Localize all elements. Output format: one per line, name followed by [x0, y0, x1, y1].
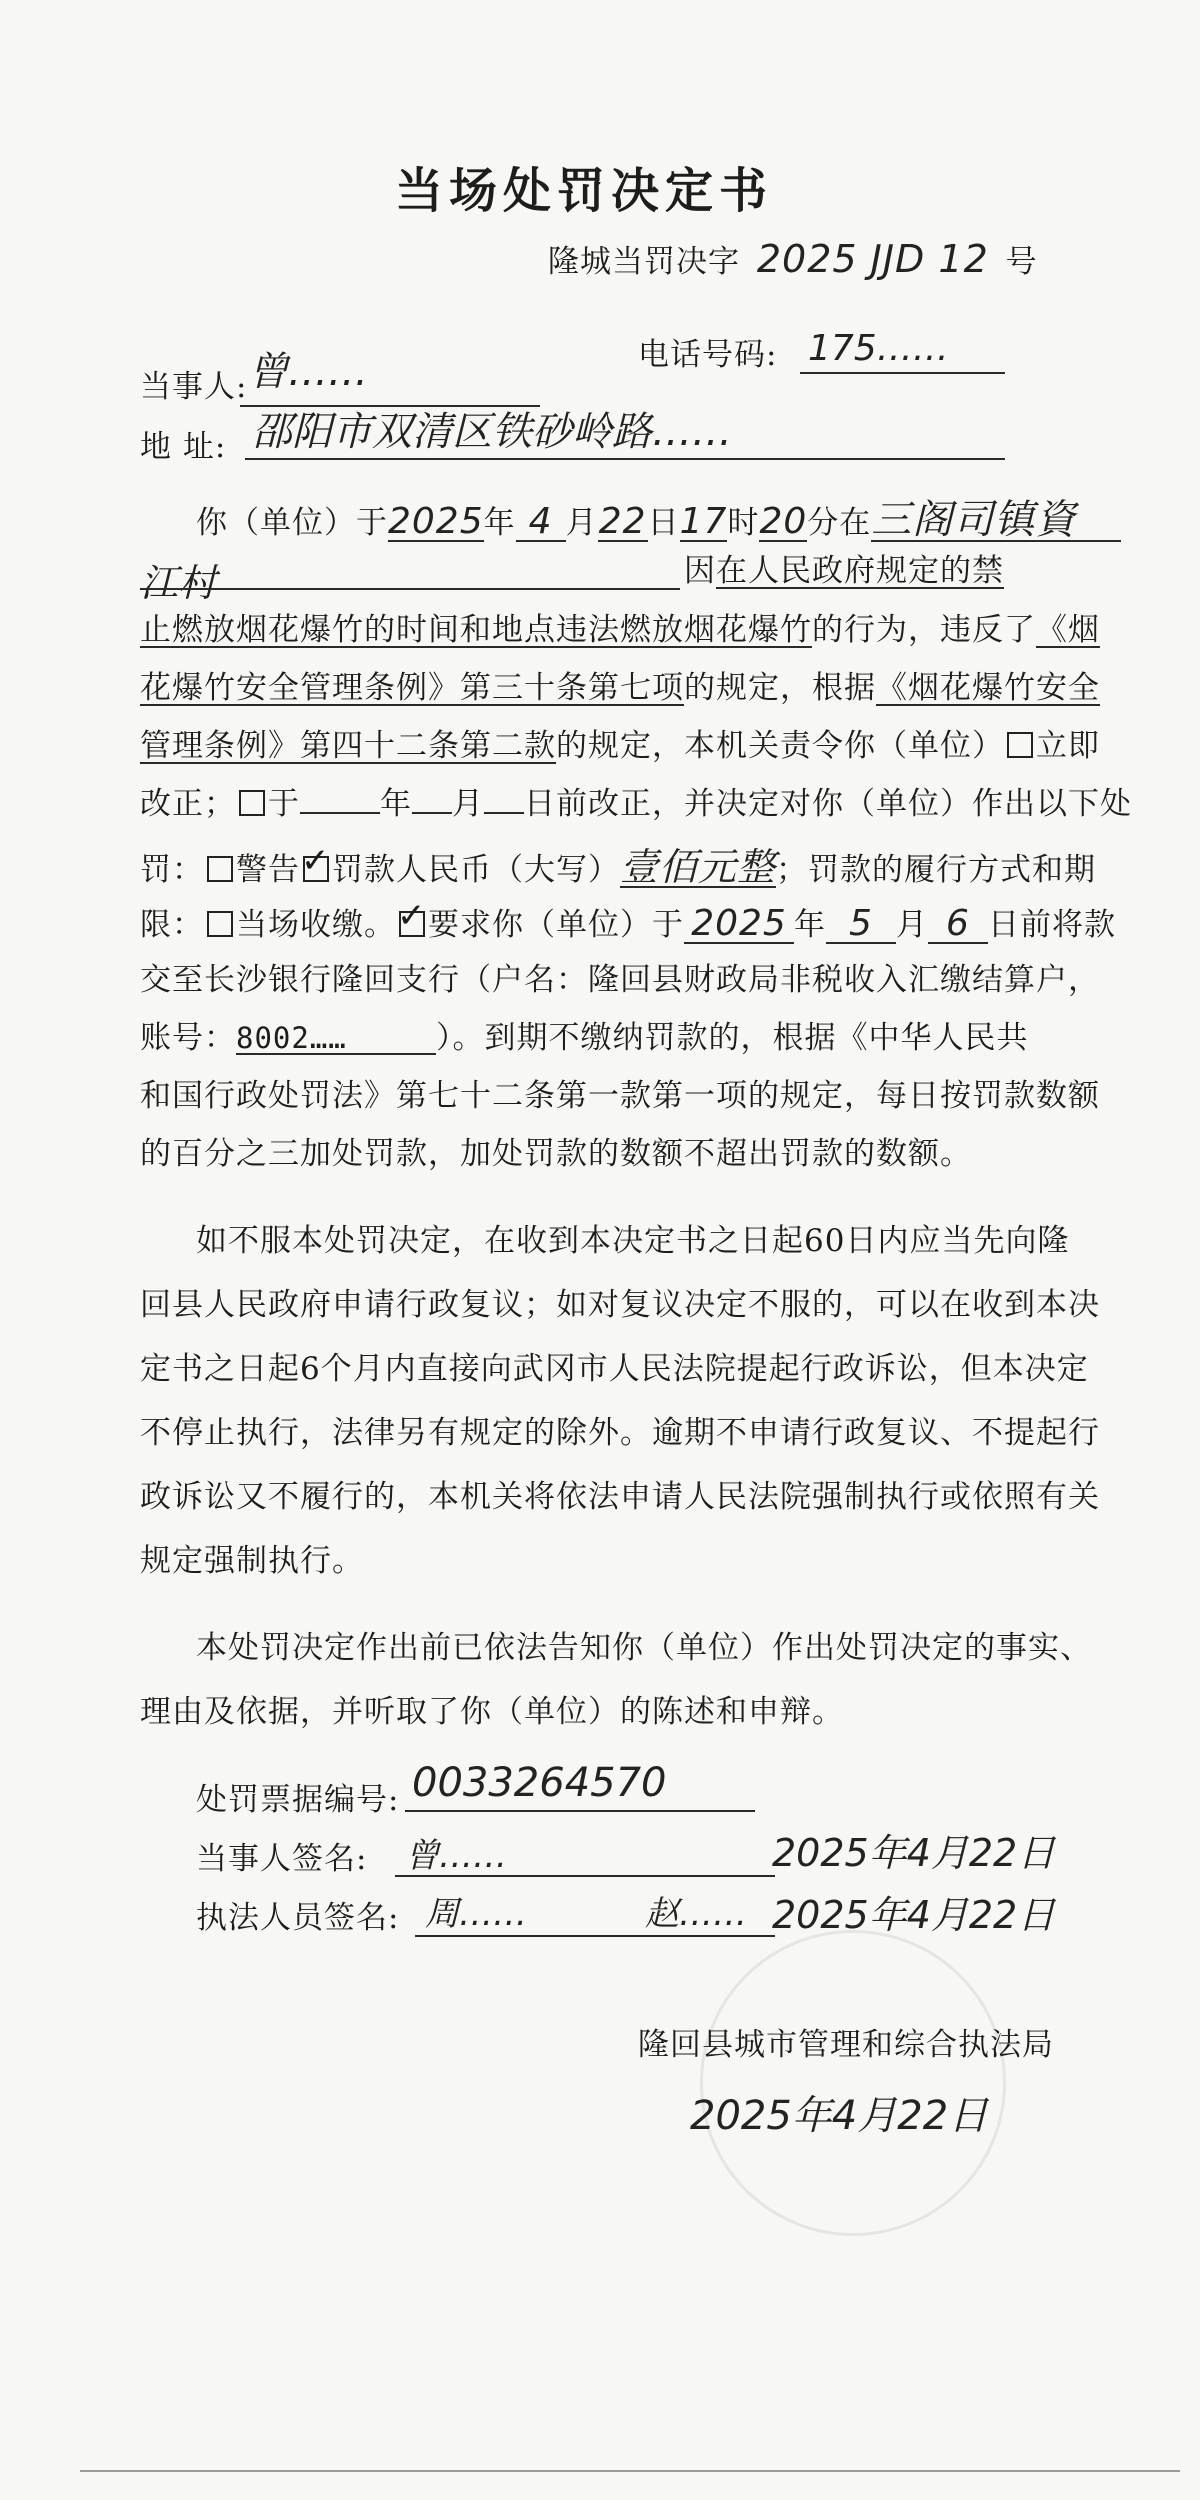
doc-number-suffix: 号 — [1005, 244, 1038, 280]
before-date-label: 于 — [268, 786, 300, 822]
official-seal — [700, 1930, 1006, 2236]
due-day: 6 — [928, 906, 988, 944]
incident-minute-unit: 分在 — [807, 505, 872, 541]
party-sign-date: 2025年4月22日 — [772, 1831, 1056, 1875]
due-year: 2025 — [684, 906, 794, 944]
appeal-line-1: 如不服本处罚决定，在收到本决定书之日起60日内应当先向隆 — [196, 1223, 1070, 1259]
incident-line-3 — [140, 612, 1100, 648]
incident-day: 22 — [598, 501, 647, 542]
fine-method-text: ；罚款的履行方式和期 — [776, 852, 1097, 888]
notice-line-2: 理由及依据，并听取了你（单位）的陈述和申辩。 — [140, 1694, 844, 1730]
because-text: 因 — [684, 553, 716, 589]
law-part-2: 花爆竹安全管理条例》第三十条第七项 — [140, 670, 684, 706]
officer-sign-label: 执法人员签名: — [196, 1900, 400, 1936]
penalty-line-8 — [140, 896, 1116, 944]
doc-number-prefix: 隆城当罚决字 — [548, 244, 740, 280]
incident-month: 4 — [516, 504, 566, 542]
account-label: 账号： — [140, 1020, 236, 1056]
account-line — [140, 1020, 1029, 1056]
basis-text: 的规定，根据 — [684, 670, 876, 706]
phone-value: 175…… — [808, 328, 949, 369]
reason-part-2: 止燃放烟花爆竹的时间和地点违法燃放烟花爆竹 — [140, 612, 812, 648]
officer-signature-2: 赵…… — [645, 1894, 747, 1934]
due-day-text: 日前将款 — [988, 907, 1116, 943]
address-value: 邵阳市双清区铁砂岭路…… — [252, 409, 732, 455]
require-label: 要求你（单位）于 — [428, 907, 684, 943]
phone-label: 电话号码: — [638, 337, 778, 373]
receipt-label: 处罚票据编号: — [196, 1782, 400, 1818]
appeal-line-4: 不停止执行，法律另有规定的除外。逾期不申请行政复议、不提起行 — [140, 1415, 1100, 1451]
incident-place-cont: 江村 — [140, 561, 217, 605]
order-text: 的规定，本机关责令你（单位） — [556, 728, 1004, 764]
blank-month-label: 月 — [452, 786, 484, 822]
incident-hour-unit: 时 — [727, 505, 760, 541]
fine-label: 罚款人民币（大写） — [332, 852, 620, 888]
warning-checkbox — [207, 856, 233, 882]
address-label: 地 址: — [140, 429, 227, 465]
incident-line-4 — [140, 670, 1100, 706]
incident-place: 三阁司镇資 — [871, 500, 1121, 542]
party-name-label: 当事人: — [140, 369, 248, 405]
incident-line-5 — [140, 728, 1100, 764]
party-sign-label: 当事人签名: — [196, 1841, 368, 1877]
party-signature: 曾…… — [405, 1836, 507, 1876]
blank-day-text: 日前改正，并决定对你（单位）作出以下处 — [524, 786, 1132, 822]
receipt-value: 0033264570 — [412, 1760, 667, 1806]
appeal-line-6: 规定强制执行。 — [140, 1543, 364, 1579]
officer-sign-line — [415, 1935, 775, 1937]
incident-place-line — [140, 588, 680, 590]
violation-text: 的行为，违反了 — [812, 612, 1036, 648]
authority-name: 隆回县城市管理和综合执法局 — [638, 2027, 1054, 2063]
officer-sign-date: 2025年4月22日 — [772, 1893, 1056, 1937]
scan-edge-line — [80, 2470, 1180, 2472]
require-check-mark-icon: ✓ — [397, 896, 427, 936]
blank-day-field — [484, 812, 524, 814]
incident-text: 你（单位）于 — [196, 505, 388, 541]
document-title: 当场处罚决定书 — [395, 163, 774, 219]
before-date-checkbox — [239, 790, 265, 816]
account-number: 8002…… — [236, 1024, 436, 1055]
incident-line-1 — [196, 497, 1121, 543]
incident-year-unit: 年 — [483, 505, 516, 541]
incident-minute: 20 — [759, 501, 808, 542]
fine-checkbox — [301, 841, 331, 882]
appeal-line-2: 回县人民政府申请行政复议；如对复议决定不服的，可以在收到本决 — [140, 1287, 1100, 1323]
bank-line: 交至长沙银行隆回支行（户名：隆回县财政局非税收入汇缴结算户， — [140, 962, 1100, 998]
account-suffix-text: ）。到期不缴纳罚款的，根据《中华人民共 — [436, 1020, 1029, 1056]
blank-year-field — [300, 812, 380, 814]
immediate-checkbox — [1007, 732, 1033, 758]
incident-month-unit: 月 — [565, 505, 598, 541]
immediate-label: 立即 — [1036, 728, 1100, 764]
onsite-checkbox — [207, 911, 233, 937]
blank-month-field — [412, 812, 452, 814]
basis-part-1: 《烟花爆竹安全 — [876, 670, 1100, 706]
due-year-unit: 年 — [794, 907, 826, 943]
doc-number-row — [548, 237, 1038, 281]
due-month: 5 — [826, 906, 896, 944]
penalty-label: 罚： — [140, 852, 204, 888]
fine-check-mark-icon: ✓ — [301, 841, 331, 881]
phone-line — [800, 372, 1005, 374]
blank-year-label: 年 — [380, 786, 412, 822]
due-month-unit: 月 — [896, 907, 928, 943]
warning-label: 警告 — [236, 852, 300, 888]
appeal-line-5: 政诉讼又不履行的，本机关将依法申请人民法院强制执行或依照有关 — [140, 1479, 1100, 1515]
incident-line-2 — [684, 553, 1004, 589]
incident-line-6 — [140, 786, 1132, 822]
notice-line-1: 本处罚决定作出前已依法告知你（单位）作出处罚决定的事实、 — [196, 1630, 1092, 1666]
law-reference-line: 和国行政处罚法》第七十二条第一款第一项的规定，每日按罚款数额 — [140, 1078, 1100, 1114]
onsite-label: 当场收缴。 — [236, 907, 396, 943]
penalty-line-7 — [140, 841, 1097, 889]
party-sign-line — [395, 1875, 775, 1877]
appeal-line-3: 定书之日起6个月内直接向武冈市人民法院提起行政诉讼，但本决定 — [140, 1351, 1089, 1387]
fine-amount: 壹佰元整 — [620, 845, 777, 889]
officer-signature-1: 周…… — [425, 1894, 527, 1934]
surcharge-line: 的百分之三加处罚款，加处罚款的数额不超出罚款的数额。 — [140, 1136, 972, 1172]
basis-part-2: 管理条例》第四十二条第二款 — [140, 728, 556, 764]
incident-day-unit: 日 — [647, 505, 680, 541]
incident-hour: 17 — [679, 501, 728, 542]
deadline-label: 限： — [140, 907, 204, 943]
reason-part-1: 在人民政府规定的禁 — [716, 553, 1004, 589]
require-checkbox — [397, 896, 427, 937]
correct-text: 改正； — [140, 786, 236, 822]
law-part-1: 《烟 — [1036, 612, 1100, 648]
incident-year: 2025 — [388, 501, 484, 542]
address-line — [245, 458, 1005, 460]
doc-number-value: 2025 JJD 12 — [756, 237, 989, 281]
party-name-value: 曾…… — [248, 349, 368, 395]
receipt-line — [405, 1810, 755, 1812]
authority-date: 2025年4月22日 — [690, 2093, 989, 2139]
